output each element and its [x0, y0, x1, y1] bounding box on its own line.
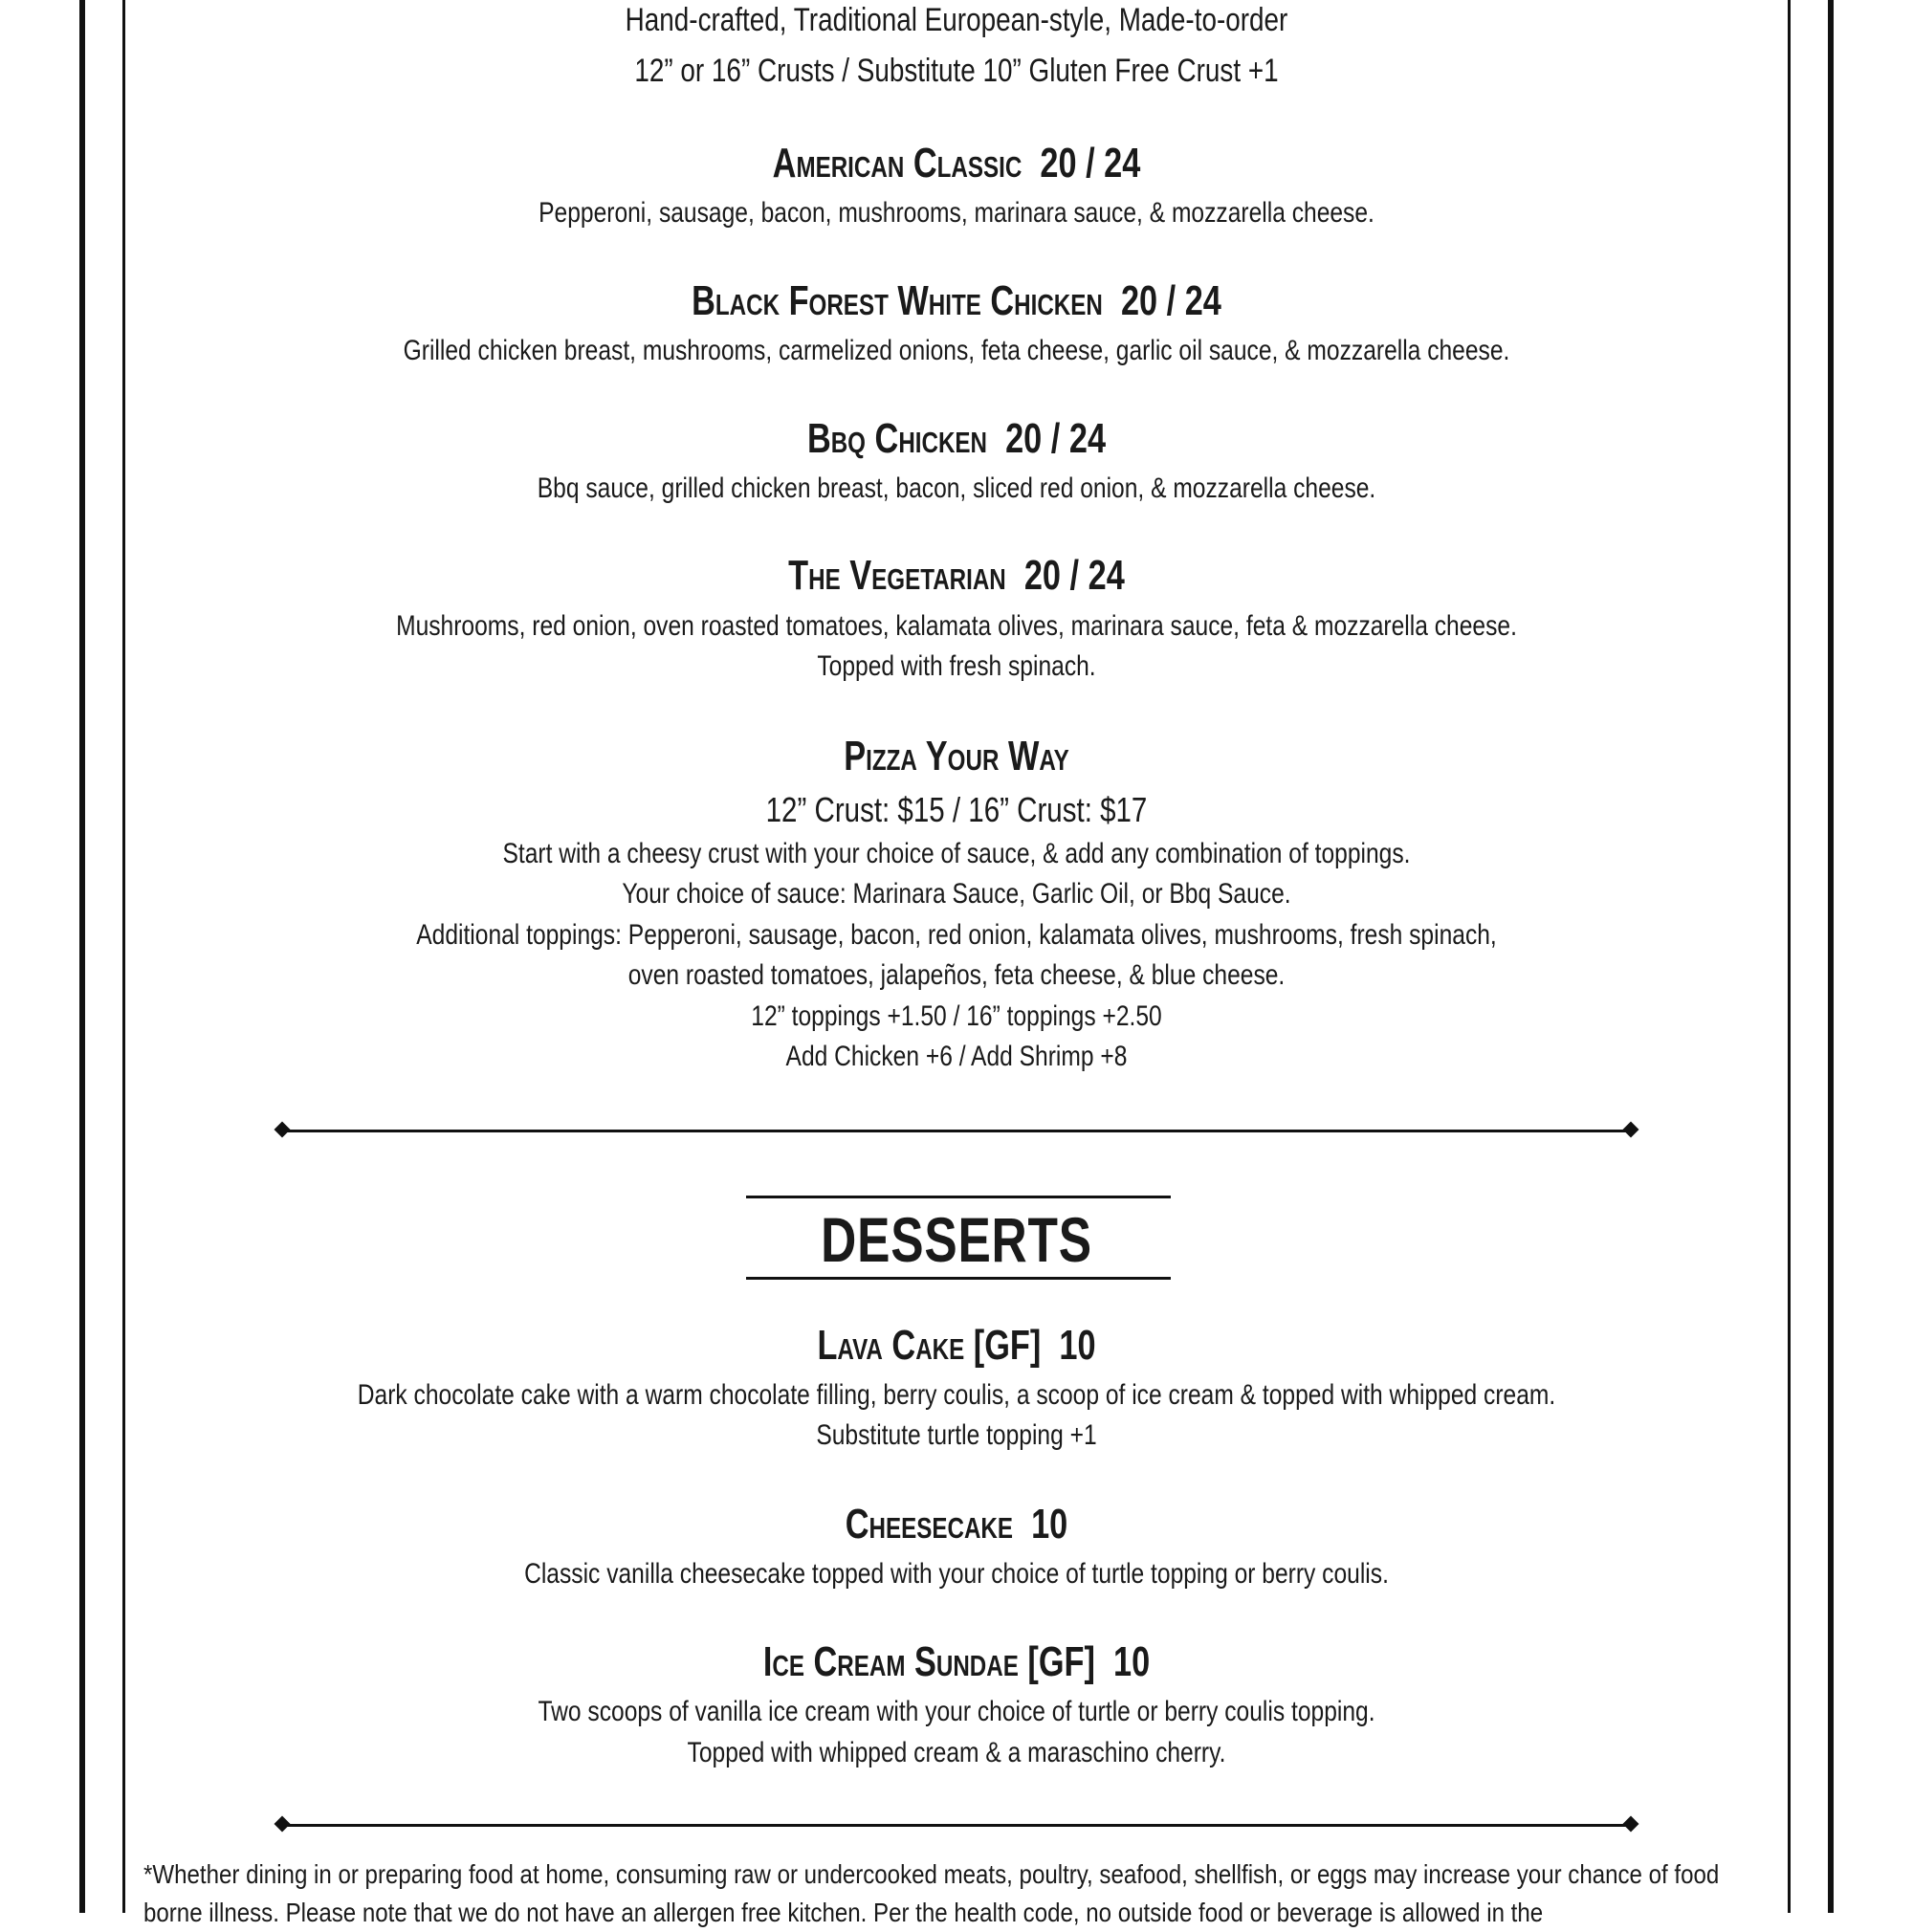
item-name: Black Forest White Chicken — [692, 277, 1103, 324]
item-name: Lava Cake [GF] — [817, 1322, 1042, 1369]
diamond-ornament-icon — [275, 1816, 291, 1833]
item-description: Substitute turtle topping +1 — [816, 1419, 1097, 1451]
item-description: Bbq sauce, grilled chicken breast, bacon, sliced red onion, & mozzarella cheese. — [537, 472, 1376, 504]
item-description: Topped with whipped cream & a maraschino cherry. — [687, 1737, 1226, 1768]
desserts-heading: DESSERTS — [821, 1204, 1092, 1275]
menu-item-pizza-your-way: Pizza Your Way — [844, 733, 1069, 779]
item-description: Dark chocolate cake with a warm chocolate filling, berry coulis, a scoop of ice cream & topped with whipped cream. — [357, 1379, 1556, 1411]
diamond-ornament-icon — [1623, 1122, 1639, 1138]
menu-item-lava-cake — [322, 1322, 1591, 1370]
menu-item-the-vegetarian — [322, 552, 1591, 600]
item-price: 10 — [1031, 1501, 1068, 1548]
item-description: Mushrooms, red onion, oven roasted tomatoes, kalamata olives, marinara sauce, feta & mozzarella cheese. — [396, 610, 1517, 642]
right-inner-border — [1788, 0, 1791, 1913]
intro-line-1: Hand-crafted, Traditional European-style, Made-to-order — [625, 2, 1288, 38]
item-name: Cheesecake — [845, 1501, 1014, 1548]
item-description: Your choice of sauce: Marinara Sauce, Garlic Oil, or Bbq Sauce. — [622, 878, 1291, 910]
left-inner-border — [122, 0, 125, 1913]
item-price: 20 / 24 — [1005, 415, 1107, 462]
item-price: 10 — [1059, 1322, 1096, 1369]
item-price: 20 / 24 — [1040, 140, 1141, 187]
item-name: Ice Cream Sundae [GF] — [762, 1638, 1095, 1685]
item-description: Topped with fresh spinach. — [817, 650, 1096, 682]
item-description: Grilled chicken breast, mushrooms, carmelized onions, feta cheese, garlic oil sauce, & mozzarella cheese. — [403, 335, 1510, 366]
item-description: Start with a cheesy crust with your choice of sauce, & add any combination of toppings. — [502, 838, 1411, 869]
left-outer-border — [79, 0, 85, 1913]
menu-item-black-forest-white-chicken — [322, 277, 1591, 325]
item-name: Bbq Chicken — [806, 415, 988, 462]
desserts-rule-bottom — [746, 1277, 1171, 1280]
item-description: Two scoops of vanilla ice cream with your choice of turtle or berry coulis topping. — [538, 1696, 1375, 1727]
item-price: 20 / 24 — [1023, 552, 1125, 599]
item-price: 10 — [1112, 1638, 1151, 1685]
item-price: 20 / 24 — [1120, 277, 1221, 324]
item-description: Pepperoni, sausage, bacon, mushrooms, marinara sauce, & mozzarella cheese. — [539, 197, 1374, 229]
item-description: oven roasted tomatoes, jalapeños, feta cheese, & blue cheese. — [627, 959, 1286, 991]
section-divider — [282, 1130, 1631, 1132]
menu-item-ice-cream-sundae — [322, 1638, 1591, 1686]
allergen-footnote: *Whether dining in or preparing food at home, consuming raw or undercooked meats, poultry, seafood, shellfish, or eggs may increase your chance of food borne illness. Please note that we do not have an allergen free kitchen. Per the health code, no outside food or beverage is allowed in the — [143, 1859, 1720, 1927]
menu-item-american-classic — [322, 140, 1591, 187]
section-divider — [282, 1824, 1631, 1827]
diamond-ornament-icon — [1623, 1816, 1639, 1833]
desserts-rule-top — [746, 1196, 1171, 1198]
item-description: Classic vanilla cheesecake topped with your choice of turtle topping or berry coulis. — [524, 1558, 1389, 1590]
item-name: The Vegetarian — [788, 552, 1006, 599]
pizza-your-way-prices: 12” Crust: $15 / 16” Crust: $17 — [765, 790, 1148, 829]
item-name: American Classic — [772, 140, 1022, 187]
menu-item-bbq-chicken — [322, 415, 1591, 463]
intro-line-2: 12” or 16” Crusts / Substitute 10” Gluten Free Crust +1 — [634, 53, 1279, 89]
diamond-ornament-icon — [275, 1122, 291, 1138]
item-description: Add Chicken +6 / Add Shrimp +8 — [785, 1041, 1128, 1072]
item-description: Additional toppings: Pepperoni, sausage, bacon, red onion, kalamata olives, mushrooms, fresh spinach, — [416, 919, 1497, 951]
item-description: 12” toppings +1.50 / 16” toppings +2.50 — [751, 1000, 1162, 1032]
right-outer-border — [1828, 0, 1834, 1913]
menu-item-cheesecake — [322, 1501, 1591, 1548]
